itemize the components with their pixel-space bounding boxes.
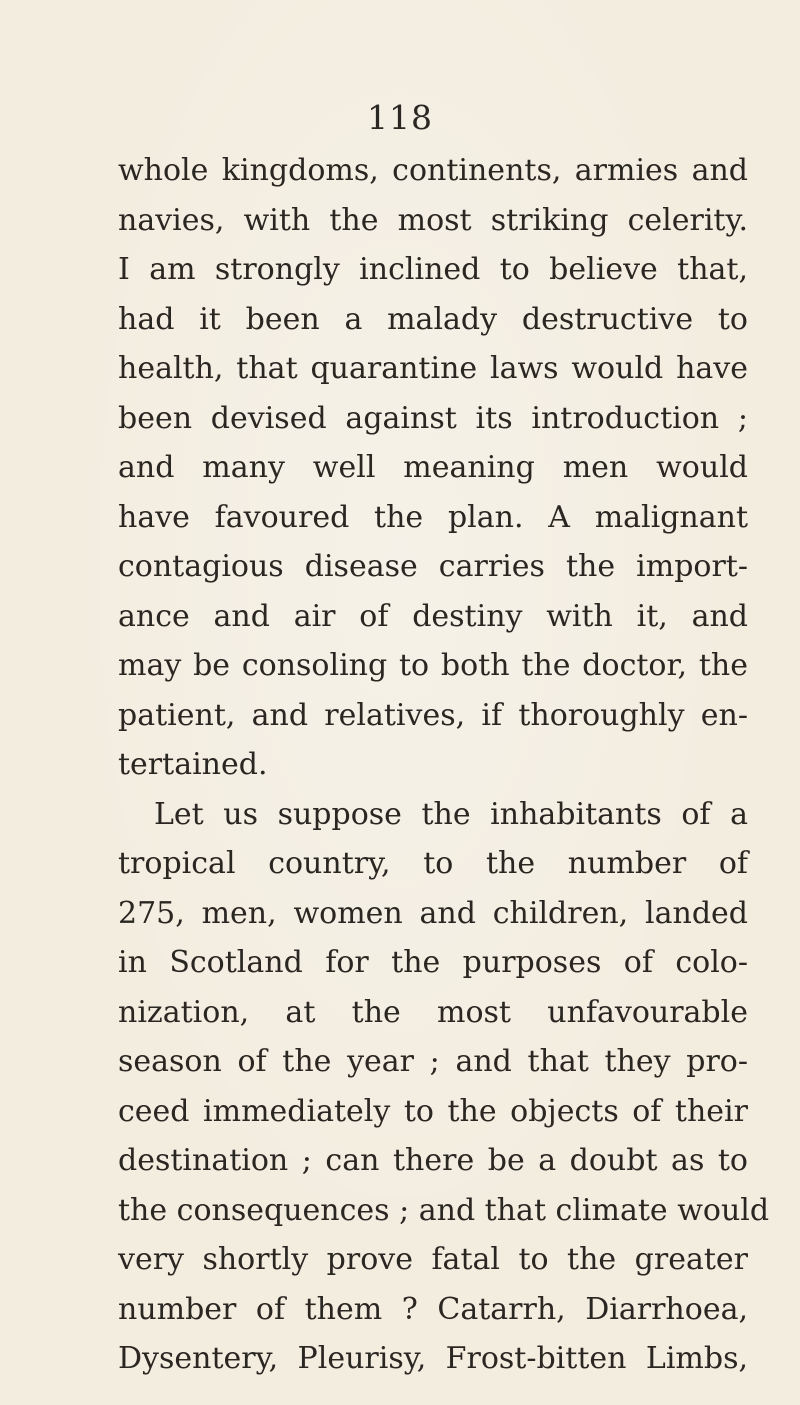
text-line: number of them ? Catarrh, Diarrhoea, (118, 1291, 748, 1327)
text-line: had it been a malady destructive to (118, 301, 748, 337)
text-line: Dysentery, Pleurisy, Frost-bitten Limbs, (118, 1341, 748, 1376)
text-line: been devised against its introduction ; (118, 400, 748, 436)
text-line: 275, men, women and children, landed (118, 895, 748, 931)
text-line: patient, and relatives, if thoroughly en- (118, 697, 748, 733)
paragraph-start-line: Let us suppose the inhabitants of a (154, 796, 748, 832)
text-line: and many well meaning men would (118, 450, 748, 485)
text-line: tertained. (118, 747, 268, 782)
text-line: tropical country, to the number of (118, 846, 748, 881)
text-line: nization, at the most unfavourable (118, 994, 748, 1030)
page-number: 118 (367, 98, 433, 137)
text-line: ance and air of destiny with it, and (118, 598, 748, 634)
text-line: have favoured the plan. A malignant (118, 499, 748, 535)
text-line: contagious disease carries the import- (118, 549, 748, 584)
text-line: whole kingdoms, continents, armies and (118, 153, 748, 188)
text-line: the consequences ; and that climate would (118, 1192, 770, 1228)
text-line: navies, with the most striking celerity. (118, 202, 748, 238)
text-line: destination ; can there be a doubt as to (118, 1143, 748, 1178)
body-text (118, 146, 770, 1384)
text-line: very shortly prove fatal to the greater (118, 1242, 748, 1277)
text-line: season of the year ; and that they pro- (118, 1044, 748, 1079)
text-line: in Scotland for the purposes of colo- (118, 945, 748, 980)
text-line: health, that quarantine laws would have (118, 351, 748, 386)
text-line: ceed immediately to the objects of their (118, 1093, 748, 1129)
text-line: I am strongly inclined to believe that, (118, 252, 748, 287)
text-line: may be consoling to both the doctor, the (118, 648, 748, 683)
